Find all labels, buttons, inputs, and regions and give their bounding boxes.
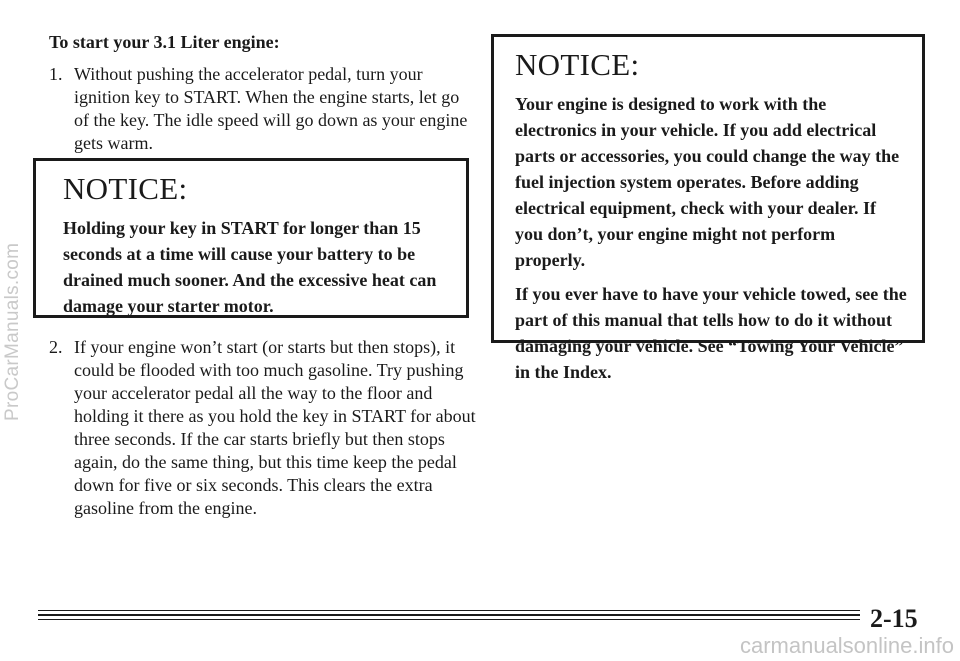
bottom-watermark: carmanualsonline.info	[739, 633, 954, 658]
notice-box-battery	[33, 158, 469, 318]
footer-rule	[38, 614, 860, 616]
footer-rule	[38, 610, 860, 611]
step-1-text: Without pushing the accelerator pedal, turn your ignition key to START. When the engine starts, let go of the key. The idle speed will go down as your engine gets warm.	[74, 64, 468, 153]
notice-box-electronics	[491, 34, 925, 382]
page-number: 2-15	[870, 604, 918, 633]
step-1	[49, 63, 474, 155]
notice-paragraph: Your engine is designed to work with the electronics in your vehicle. If you add electrical parts or accessories, you could change the way the fuel injection system operates. Before adding electrical equipment, check with your dealer. If you don’t, your engine might not perform properly.	[515, 94, 900, 270]
notice-title: NOTICE:	[63, 171, 188, 206]
notice-paragraph: If you ever have to have your vehicle towed, see the part of this manual that tells how to do it without damaging your vehicle. See “Towing Your Vehicle” in the Index.	[515, 284, 907, 382]
footer-rule	[38, 619, 860, 620]
step-1-number: 1.	[49, 64, 63, 84]
notice-title: NOTICE:	[515, 47, 640, 82]
notice-paragraph: Holding your key in START for longer than 15 seconds at a time will cause your battery to be drained much sooner. And the excessive heat can damage your starter motor.	[63, 218, 437, 316]
side-watermark: ProCarManuals.com	[2, 242, 23, 422]
step-2-number: 2.	[49, 337, 63, 357]
step-2-text: If your engine won’t start (or starts but then stops), it could be flooded with too much gasoline. Try pushing your accelerator pedal all the way to the floor and holding it there as you hold the key in START for about three seconds. If the car starts briefly but then stops again, do the same thing, but this time keep the pedal down for five or six seconds. This clears the extra gasoline from the engine.	[74, 337, 476, 518]
step-2	[49, 336, 479, 520]
section-heading: To start your 3.1 Liter engine:	[49, 32, 280, 52]
